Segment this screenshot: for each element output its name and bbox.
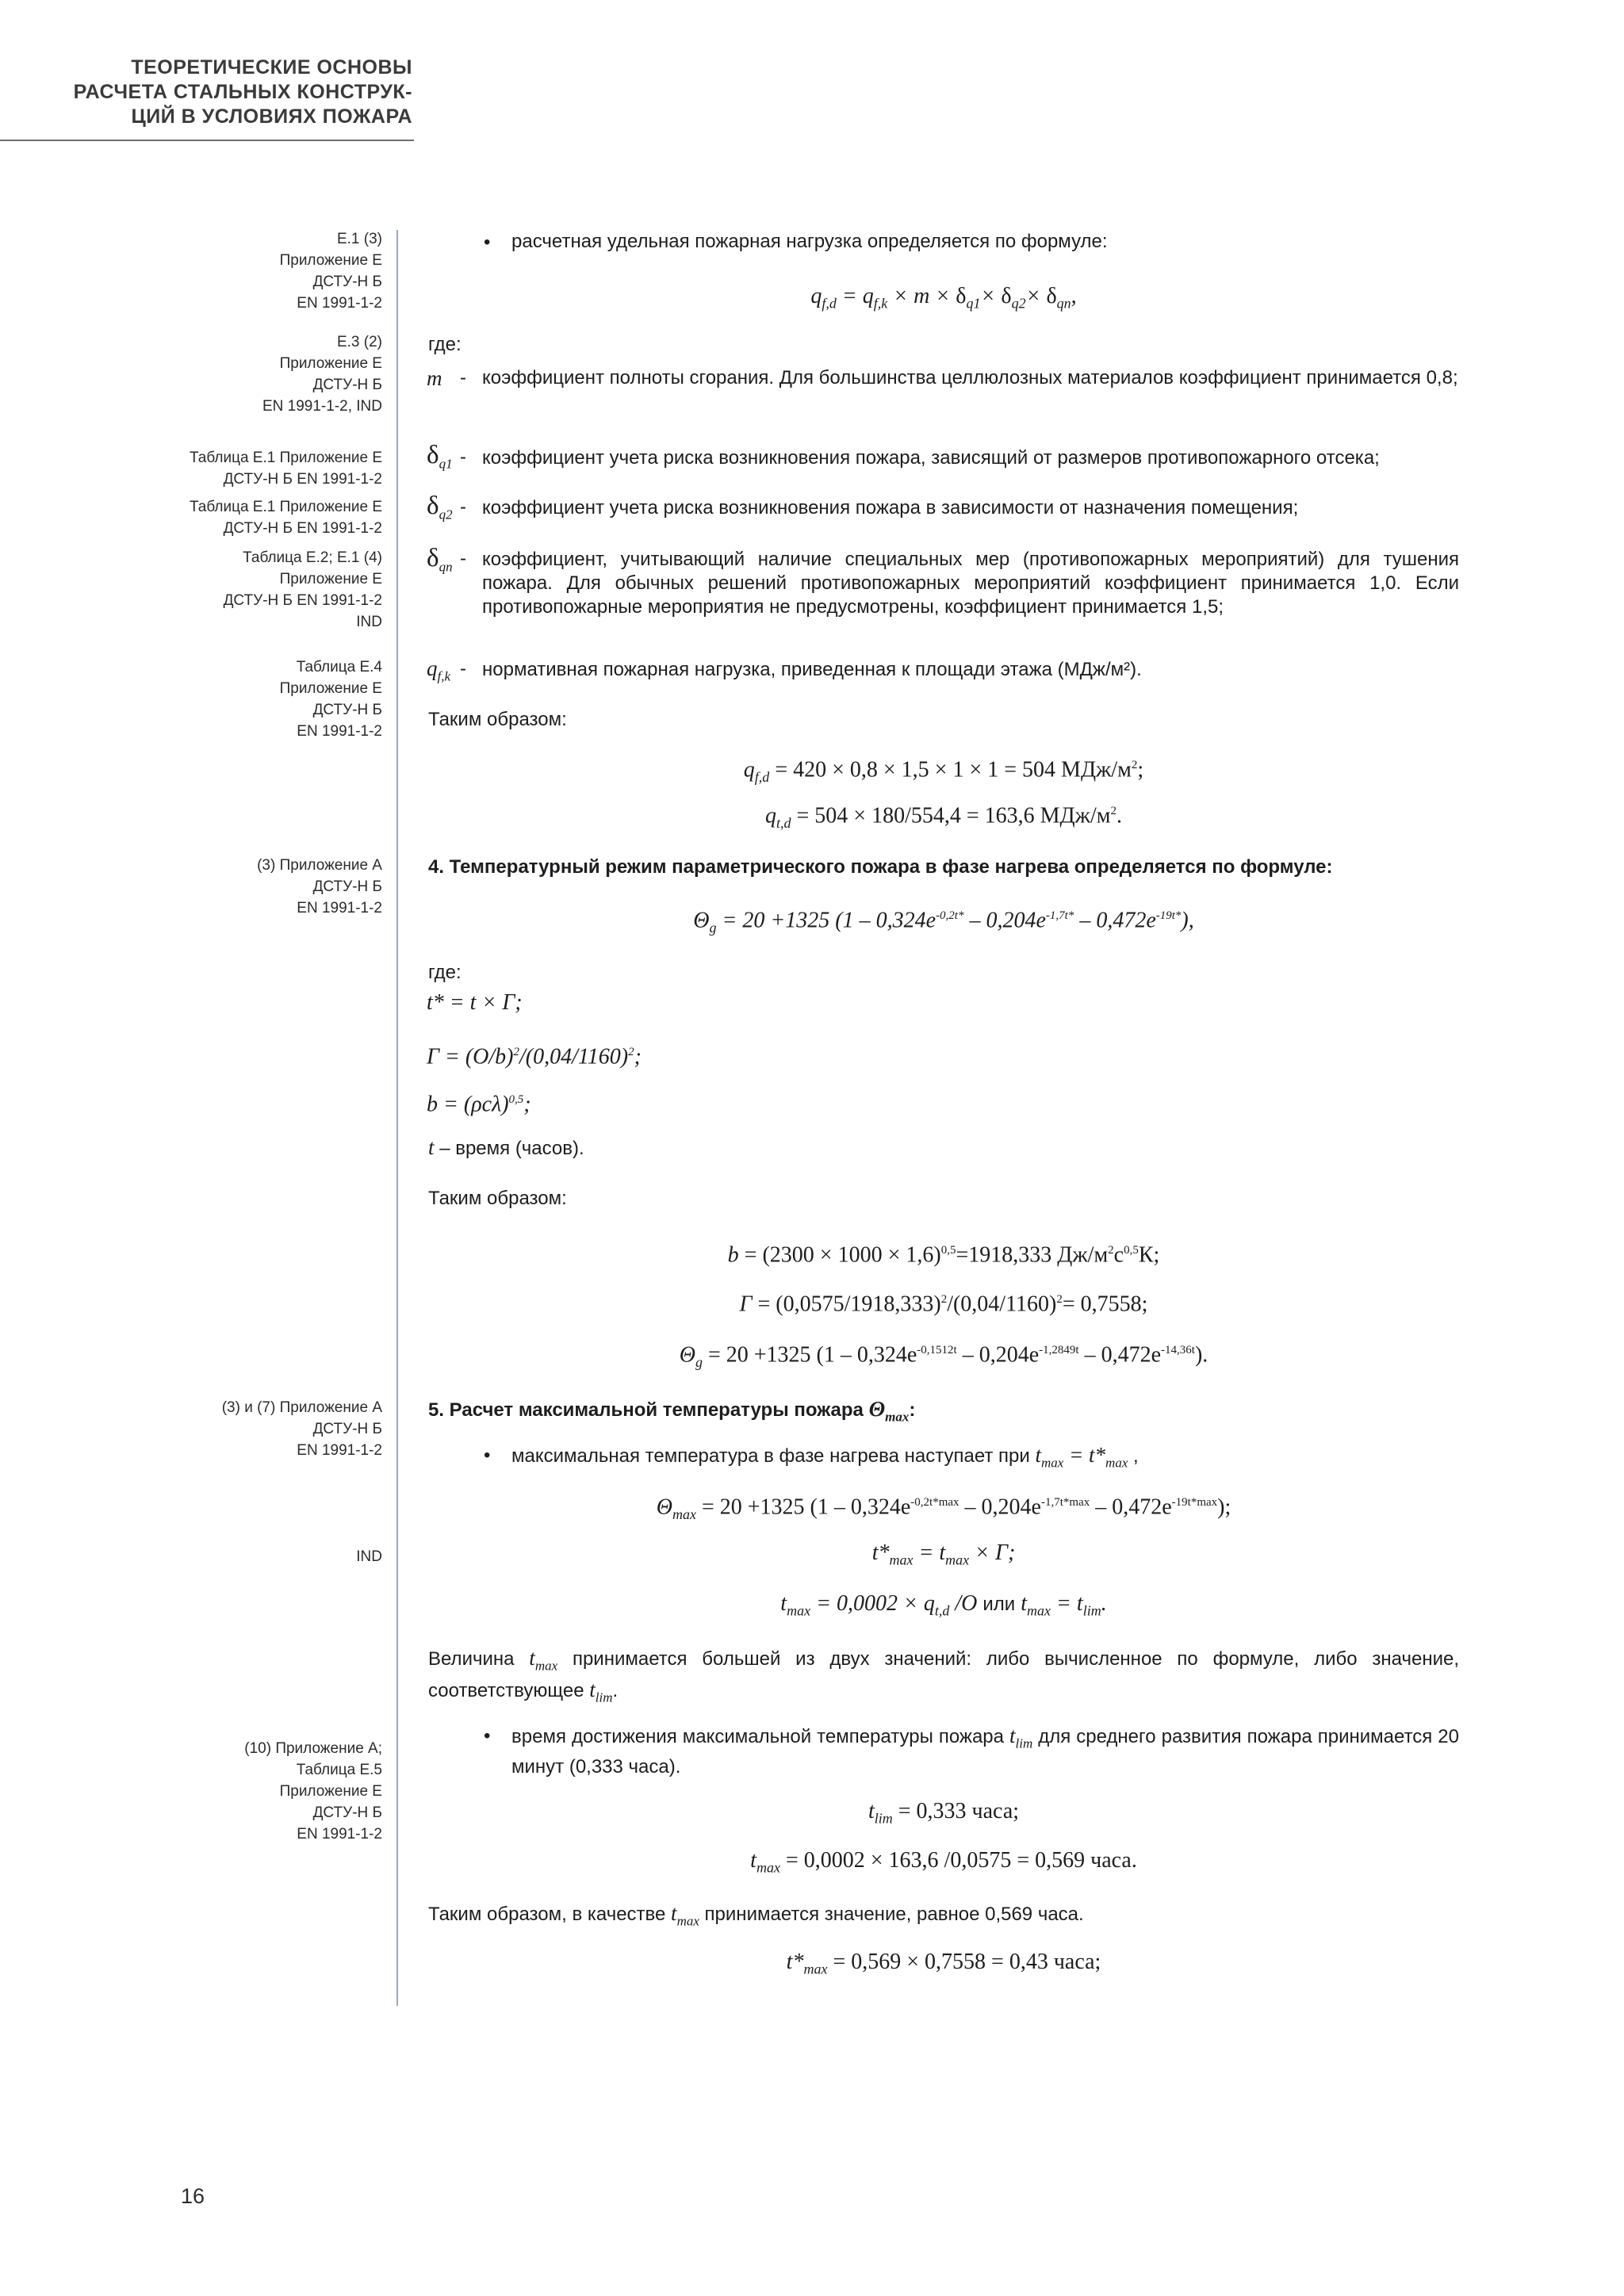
margin-note: Таблица Е.2; Е.1 (4) Приложение Е ДСТУ-Н Б EN 1991-1-2 IND [223,549,382,630]
symbol-delta-qn: $\delta_{qn}$ [427,544,453,575]
definition-delta-q2: коэффициент учета риска возникновения пожара в зависимости от назначения помещения; [482,497,1299,519]
bullet-text: максимальная температура в фазе нагрева наступает при $t_{max} = t*_{max}$ , [511,1443,1139,1471]
header-line: РАСЧЕТА СТАЛЬНЫХ КОНСТРУК- [73,81,412,103]
formula-t-star-max: $t*_{max} = t_{max} \times Г$; [871,1540,1016,1568]
bullet-mark: • [484,1725,491,1747]
formula-b-value: $b = (2300 \times 1000 \times 1,6)^{0,5}=1918,333$ $Дж/м^2с^{0,5}К$; [727,1242,1160,1268]
t-definition: t – время (часов). [428,1135,584,1159]
formula-gamma: $Г = (O/b)^2/(0,04/1160)^2$; [427,1044,642,1070]
page-number: 16 [181,2184,205,2208]
formula-t-star-max-value: $t*_{max} = 0,569 \times 0,7558 = 0,43$ часа; [786,1950,1101,1977]
section-heading-5: 5. Расчет максимальной температуры пожара $\Theta_{max}$: [428,1397,916,1425]
running-header [0,55,412,129]
formula-theta-g-value: $\Theta_g = 20 +1325$ $(1 - 0,324e^{-0,1512t} - 0,204e^{-1,2849t} - 0,472e^{-14,36t})$. [679,1342,1208,1370]
velichina-paragraph: Величина $t_{max}$ принимается большей из двух значений: либо вычисленное по формуле, либо значение, соответствующее $t_{lim}$. [428,1646,1459,1705]
formula-qtd-value: $q_{t,d} = 504 \times 180/554,4 = 163,6$ МДж/$м^2$. [764,803,1122,831]
where-label: где: [428,962,462,983]
bullet-mark: • [484,1445,491,1466]
formula-qfd: $q_{f,d} = q_{f,k} \times m \times \delta_{q1}\times \delta_{q2}\times \delta_{qn}$, [810,284,1077,312]
formula-t-max-value: $t_{max} = 0,0002 \times 163,6$ /0,0575 = 0,569 часа. [750,1848,1137,1876]
margin-note: Таблица Е.4 Приложение Е ДСТУ-Н Б EN 1991-1-2 [279,659,382,740]
margin-note: (10) Приложение А; Таблица Е.5 Приложение Е ДСТУ-Н Б EN 1991-1-2 [244,1740,382,1843]
margin-note: (3) Приложение А ДСТУ-Н Б EN 1991-1-2 [257,857,382,916]
formula-theta-max: $\Theta_{max} = 20 +1325$ $(1 - 0,324e^{-0,2t*max} - 0,204e^{-1,7t*max} - 0,472e^{-19t*max})$; [656,1494,1231,1522]
thus-paragraph: Таким образом, в качестве $t_{max}$ принимается значение, равное 0,569 часа. [428,1901,1084,1929]
margin-note: Таблица Е.1 Приложение Е ДСТУ-Н Б EN 1991-1-2 [190,450,382,488]
formula-qfd-value: $q_{f,d} = 420 \times 0,8 \times 1,5 \times 1 \times 1 = 504$ МДж/$м^2$; [743,757,1144,785]
dash: - [460,658,466,679]
thus-label: Таким образом: [428,709,567,730]
formula-b: $b = (\rho c\lambda)^{0,5}$; [427,1092,531,1117]
bullet-mark: • [484,232,491,253]
margin-divider [396,230,398,2006]
symbol-delta-q2: $\delta_{q2}$ [427,492,453,522]
dash: - [460,496,466,518]
dash: - [460,367,466,388]
symbol-qfk: $q_{f,k}$ [427,656,451,684]
margin-note: Таблица Е.1 Приложение Е ДСТУ-Н Б EN 1991-1-2 [190,499,382,537]
symbol-delta-q1: $\delta_{q1}$ [427,441,453,472]
margin-note: Е.1 (3) Приложение Е ДСТУ-Н Б EN 1991-1-2 [279,231,382,312]
bullet-text: расчетная удельная пожарная нагрузка определяется по формуле: [511,231,1108,252]
margin-note: (3) и (7) Приложение А ДСТУ-Н Б EN 1991-1-2 [221,1399,382,1459]
header-rule [0,140,414,141]
definition-m: коэффициент полноты сгорания. Для большинства целлюлозных материалов коэффициент принимается 0,8; [482,367,1458,388]
definition-qfk: нормативная пожарная нагрузка, приведенная к площади этажа (МДж/м²). [482,659,1142,680]
formula-t-star: t* = t × Г; [427,990,523,1015]
formula-theta-g: $\Theta_g = 20 +1325$ $(1 - 0,324e^{-0,2t*} - 0,204e^{-1,7t*} - 0,472e^{-19t*})$, [693,908,1194,936]
bullet-text: время достижения максимальной температуры пожара $t_{lim}$ для среднего развития пожара принимается 20 минут (0,333 часа). [511,1724,1459,1778]
section-heading-4: 4. Температурный режим параметрического пожара в фазе нагрева определяется по формуле: [428,856,1333,878]
dash: - [460,446,466,468]
header-line: ТЕОРЕТИЧЕСКИЕ ОСНОВЫ [131,56,412,78]
thus-label: Таким образом: [428,1188,567,1209]
margin-note: IND [356,1548,382,1565]
formula-t-lim-value: $t_{lim} = 0,333$ часа; [868,1799,1020,1827]
where-label: где: [428,334,462,355]
symbol-m: m [427,366,442,390]
dash: - [460,548,466,569]
formula-gamma-value: $Г = (0,0575/1918,333)^2/(0,04/1160)^2= 0,7558$; [739,1292,1148,1317]
definition-delta-q1: коэффициент учета риска возникновения пожара, зависящий от размеров противопожарного отсека; [482,447,1380,469]
header-line: ЦИЙ В УСЛОВИЯХ ПОЖАРА [131,105,412,128]
margin-note: Е.3 (2) Приложение Е ДСТУ-Н Б EN 1991-1-2, IND [262,334,382,415]
or-word: или [982,1594,1016,1615]
definition-delta-qn: коэффициент, учитывающий наличие специальных мер (противопожарных мероприятий) для тушения пожара. Для обычных решений противопожарных мероприятий коэффициент принимается 1,0. Если противопожарные мероприятия не предусмотрены, коэффициент принимается 1,5; [482,549,1459,618]
formula-t-max: $t_{max} = 0,0002 \times q_{t,d}$ /O или $t_{max} = t_{lim}$. [780,1591,1107,1619]
